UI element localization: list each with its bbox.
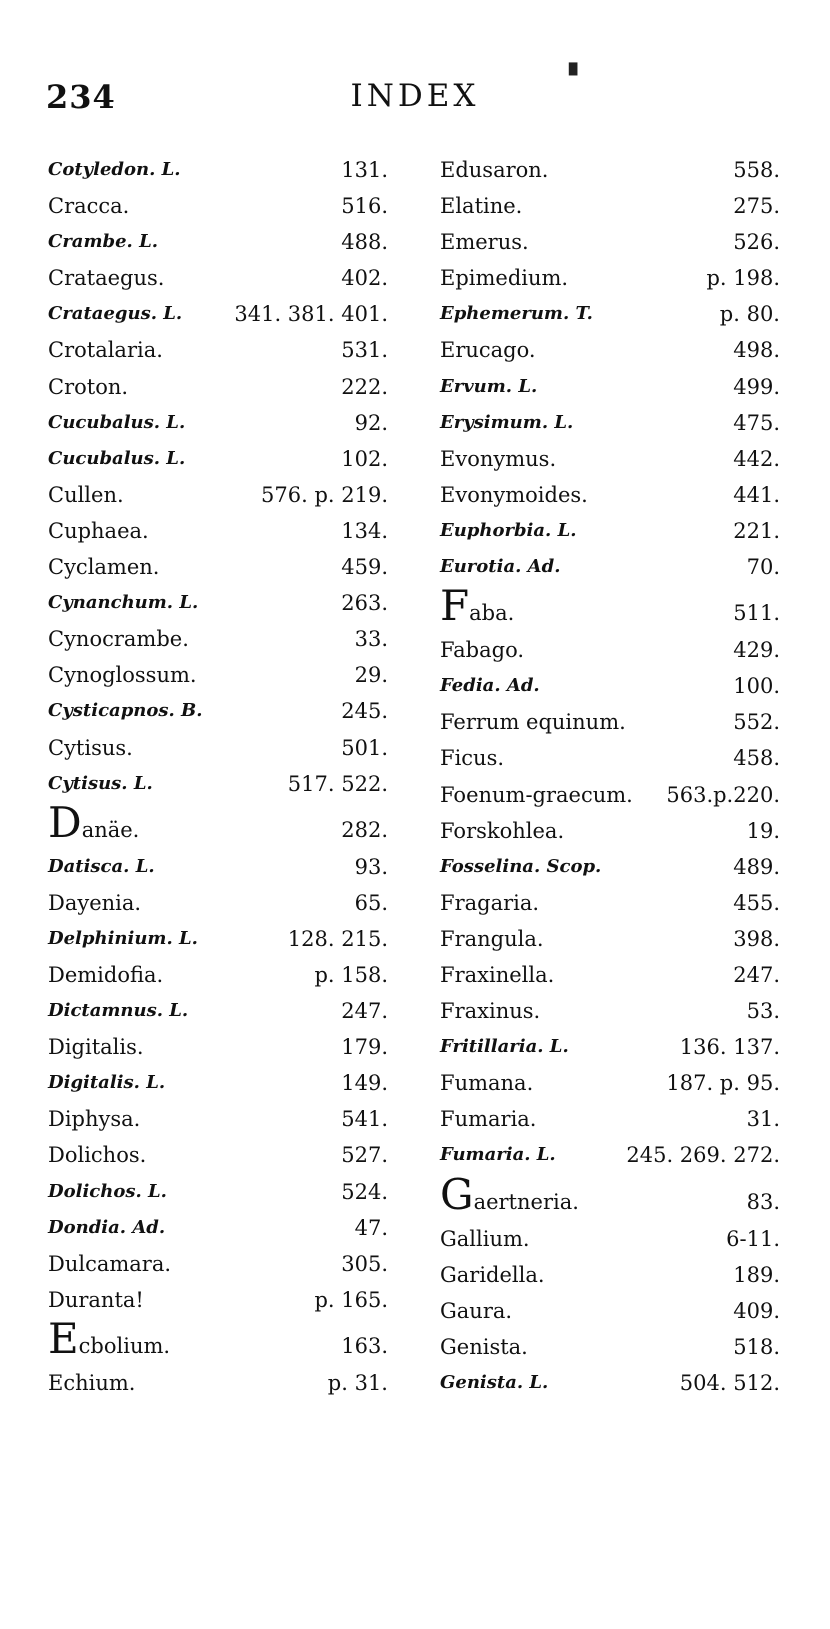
index-entry — [440, 1293, 780, 1329]
index-entry — [440, 477, 780, 513]
entry-page-ref: 179. — [341, 1035, 388, 1060]
entry-page-ref: 498. — [733, 338, 780, 363]
index-entry — [48, 224, 388, 260]
entry-name: Digitalis. L. — [48, 1072, 166, 1094]
index-entry — [48, 1246, 388, 1282]
entry-page-ref: 247. — [341, 999, 388, 1024]
index-entry — [48, 585, 388, 621]
entry-page-ref: 504. 512. — [679, 1370, 780, 1395]
index-entry — [440, 1029, 780, 1065]
entry-page-ref: 31. — [746, 1107, 780, 1132]
index-entry — [440, 1365, 780, 1401]
index-entry — [48, 1029, 388, 1065]
entry-name: Fosselina. Scop. — [440, 855, 602, 877]
entry-name: Diphysa. — [48, 1107, 141, 1132]
index-entry — [48, 549, 388, 585]
index-entry — [440, 704, 780, 740]
entry-name: Digitalis. — [48, 1035, 144, 1060]
index-entry — [440, 849, 780, 885]
entry-name: Ferrum equinum. — [440, 710, 626, 735]
entry-page-ref: 93. — [354, 854, 388, 879]
entry-name-rest: anäe. — [81, 817, 140, 842]
index-entry — [440, 885, 780, 921]
entry-page-ref: 409. — [733, 1298, 780, 1323]
entry-page-ref: 518. — [733, 1334, 780, 1359]
entry-page-ref: 527. — [341, 1143, 388, 1168]
entry-name: Foenum-graecum. — [440, 782, 633, 807]
entry-name: Erysimum. L. — [440, 411, 574, 433]
index-entry — [48, 152, 388, 188]
entry-page-ref: 149. — [341, 1071, 388, 1096]
entry-page-ref: 511. — [733, 601, 780, 626]
index-entry — [440, 740, 780, 776]
entry-name: Fritillaria. L. — [440, 1036, 569, 1058]
entry-page-ref: 441. — [733, 482, 780, 507]
index-entry — [440, 921, 780, 957]
entry-page-ref: 442. — [733, 446, 780, 471]
entry-page-ref: 524. — [341, 1179, 388, 1204]
index-entry — [48, 993, 388, 1029]
index-entry — [48, 369, 388, 405]
index-entry — [440, 260, 780, 296]
entry-page-ref: 455. — [733, 890, 780, 915]
entry-page-ref: 6-11. — [726, 1226, 780, 1251]
entry-name: Genista. — [440, 1334, 528, 1359]
entry-page-ref: p. 198. — [706, 266, 780, 291]
entry-page-ref: 459. — [341, 555, 388, 580]
entry-name-rest: aertneria. — [473, 1189, 579, 1214]
entry-page-ref: 163. — [341, 1333, 388, 1358]
entry-page-ref: 128. 215. — [287, 926, 388, 951]
entry-page-ref: 222. — [341, 374, 388, 399]
entry-name: Dolichos. — [48, 1143, 147, 1168]
index-entry — [48, 766, 388, 802]
index-entry — [440, 581, 780, 632]
index-entry — [48, 188, 388, 224]
page-title: INDEX — [350, 78, 480, 114]
index-entry — [440, 549, 780, 585]
index-entry — [440, 405, 780, 441]
index-entry — [440, 632, 780, 668]
index-entry — [440, 668, 780, 704]
entry-page-ref: 70. — [746, 555, 780, 580]
entry-name: Gaura. — [440, 1298, 513, 1323]
index-entry — [48, 1282, 388, 1318]
entry-name: Dayenia. — [48, 890, 142, 915]
entry-name: Emerus. — [440, 230, 529, 255]
entry-page-ref: 53. — [746, 999, 780, 1024]
entry-name: Evonymoides. — [440, 482, 588, 507]
index-entry — [48, 849, 388, 885]
entry-page-ref: 134. — [341, 518, 388, 543]
entry-page-ref: 552. — [733, 710, 780, 735]
index-entry — [48, 513, 388, 549]
entry-page-ref: 489. — [733, 854, 780, 879]
entry-page-ref: 275. — [733, 194, 780, 219]
index-entry — [48, 296, 388, 332]
entry-name: Fumaria. L. — [440, 1144, 556, 1166]
entry-page-ref: 221. — [733, 518, 780, 543]
entry-name-rest: aba. — [469, 601, 515, 626]
entry-name: Eurotia. Ad. — [440, 556, 561, 578]
entry-page-ref: 19. — [746, 818, 780, 843]
entry-name: Garidella. — [440, 1262, 545, 1287]
entry-page-ref: 100. — [733, 674, 780, 699]
entry-page-ref: 526. — [733, 230, 780, 255]
entry-page-ref: 47. — [354, 1215, 388, 1240]
index-entry — [440, 224, 780, 260]
entry-name: Cynoglossum. — [48, 663, 197, 688]
entry-page-ref: 558. — [733, 158, 780, 182]
index-entry — [440, 188, 780, 224]
entry-page-ref: 517. 522. — [287, 771, 388, 796]
entry-name: Duranta! — [48, 1287, 144, 1312]
index-entry — [440, 813, 780, 849]
entry-name: Evonymus. — [440, 446, 557, 471]
entry-name: Datisca. L. — [48, 855, 155, 877]
entry-page-ref: 29. — [354, 663, 388, 688]
ink-speck: ▘ — [569, 64, 586, 89]
entry-page-ref: p. 165. — [314, 1287, 388, 1312]
entry-name: Gallium. — [440, 1226, 530, 1251]
index-entry — [48, 621, 388, 657]
index-entry — [48, 1313, 388, 1365]
entry-page-ref: 541. — [341, 1107, 388, 1132]
index-entry — [48, 1365, 388, 1401]
entry-name: Fragaria. — [440, 890, 540, 915]
index-entry — [440, 993, 780, 1029]
entry-name: Fraxinella. — [440, 962, 555, 987]
entry-name: Croton. — [48, 374, 129, 399]
entry-page-ref: p. 31. — [327, 1370, 388, 1395]
entry-page-ref: 341. 381. 401. — [234, 302, 388, 327]
index-entry — [48, 405, 388, 441]
entry-name: Cracca. — [48, 194, 130, 219]
entry-page-ref: 33. — [354, 627, 388, 652]
entry-page-ref: 429. — [733, 638, 780, 663]
entry-name: Cytisus. — [48, 735, 133, 760]
index-entry — [48, 441, 388, 477]
index-entry — [440, 1065, 780, 1101]
entry-name: Fabago. — [440, 638, 525, 663]
entry-page-ref: 499. — [733, 374, 780, 399]
entry-page-ref: 187. p. 95. — [666, 1071, 780, 1096]
index-entry — [440, 513, 780, 549]
entry-name: Dulcamara. — [48, 1251, 172, 1276]
index-entry — [48, 657, 388, 693]
entry-name: Ervum. L. — [440, 375, 538, 397]
entry-name: Cyclamen. — [48, 555, 160, 580]
entry-name: Crotalaria. — [48, 338, 163, 363]
entry-name: Delphinium. L. — [48, 927, 198, 949]
entry-name: Demidofia. — [48, 962, 164, 987]
entry-name: Elatine. — [440, 194, 523, 219]
entry-page-ref: 563.p.220. — [666, 782, 780, 807]
index-entry — [440, 777, 780, 813]
entry-name: Crataegus. — [48, 266, 165, 291]
entry-page-ref: p. 80. — [719, 302, 780, 327]
entry-name: Cullen. — [48, 482, 124, 507]
entry-name: Frangula. — [440, 926, 544, 951]
entry-name: Fumaria. — [440, 1107, 537, 1132]
entry-name: Epimedium. — [440, 266, 569, 291]
entry-name: Fraxinus. — [440, 999, 541, 1024]
index-entry — [440, 957, 780, 993]
entry-name: Cytisus. L. — [48, 772, 153, 794]
index-entry — [48, 797, 388, 849]
entry-name: Dondia. Ad. — [48, 1216, 166, 1238]
index-entry — [48, 260, 388, 296]
entry-name: Crambe. L. — [48, 231, 159, 253]
index-entry — [48, 332, 388, 368]
entry-name: Cuphaea. — [48, 518, 149, 543]
entry-name: Cysticapnos. B. — [48, 700, 203, 722]
entry-page-ref: 475. — [733, 410, 780, 435]
entry-page-ref: 65. — [354, 890, 388, 915]
entry-page-ref: 576. p. 219. — [261, 482, 388, 507]
index-column-left — [48, 152, 388, 1401]
entry-page-ref: 263. — [341, 591, 388, 616]
entry-name: Erucago. — [440, 338, 536, 363]
section-initial: G — [440, 1169, 474, 1219]
entry-name: Cynanchum. L. — [48, 592, 199, 614]
entry-page-ref: 305. — [341, 1251, 388, 1276]
index-entry — [440, 1329, 780, 1365]
index-entry — [440, 1257, 780, 1293]
index-entry — [48, 1137, 388, 1173]
index-entry — [440, 1169, 780, 1221]
entry-page-ref: 245. 269. 272. — [626, 1143, 780, 1168]
entry-page-ref: 245. — [341, 699, 388, 724]
index-entry — [440, 332, 780, 368]
index-entry — [48, 1065, 388, 1101]
entry-name: Crataegus. L. — [48, 303, 183, 325]
entry-page-ref: 282. — [341, 817, 388, 842]
entry-name: Dolichos. L. — [48, 1180, 167, 1202]
entry-name: Dictamnus. L. — [48, 1000, 189, 1022]
entry-page-ref: 516. — [341, 194, 388, 219]
index-entry — [440, 1221, 780, 1257]
section-initial: F — [440, 581, 470, 631]
entry-page-ref: 189. — [733, 1262, 780, 1287]
entry-page-ref: 83. — [746, 1189, 780, 1214]
entry-page-ref: 458. — [733, 746, 780, 771]
entry-page-ref: 102. — [341, 446, 388, 471]
entry-name: Ephemerum. T. — [440, 303, 593, 325]
entry-page-ref: 247. — [733, 962, 780, 987]
index-entry — [48, 957, 388, 993]
entry-name: Forskohlea. — [440, 818, 565, 843]
entry-page-ref: p. 158. — [314, 962, 388, 987]
entry-name: Cucubalus. L. — [48, 447, 186, 469]
entry-name: Edusaron. — [440, 158, 549, 182]
entry-name: Euphorbia. L. — [440, 519, 577, 541]
entry-page-ref: 501. — [341, 735, 388, 760]
entry-name: Fumana. — [440, 1071, 534, 1096]
entry-page-ref: 136. 137. — [679, 1035, 780, 1060]
index-entry — [440, 369, 780, 405]
entry-name: Cynocrambe. — [48, 627, 189, 652]
entry-page-ref: 131. — [341, 158, 388, 182]
index-entry — [48, 1210, 388, 1246]
entry-name: Echium. — [48, 1370, 136, 1395]
section-initial: E — [48, 1313, 79, 1363]
index-entry — [440, 1101, 780, 1137]
index-entry — [48, 730, 388, 766]
entry-page-ref: 398. — [733, 926, 780, 951]
index-entry — [440, 296, 780, 332]
entry-name: Fedia. Ad. — [440, 675, 540, 697]
entry-name-rest: cbolium. — [78, 1333, 171, 1358]
index-column-right — [440, 152, 780, 1401]
entry-name: Cotyledon. L. — [48, 159, 181, 180]
index-entry — [440, 1137, 780, 1173]
entry-page-ref: 488. — [341, 230, 388, 255]
index-entry — [48, 921, 388, 957]
section-initial: D — [48, 797, 82, 847]
index-entry — [48, 693, 388, 729]
index-entry — [48, 1101, 388, 1137]
entry-page-ref: 531. — [341, 338, 388, 363]
entry-page-ref: 402. — [341, 266, 388, 291]
index-entry — [48, 477, 388, 513]
index-entry — [48, 885, 388, 921]
entry-name: Cucubalus. L. — [48, 411, 186, 433]
entry-name: Genista. L. — [440, 1371, 549, 1393]
entry-name: Ficus. — [440, 746, 505, 771]
index-entry — [440, 441, 780, 477]
index-entry — [440, 152, 780, 188]
entry-page-ref: 92. — [354, 410, 388, 435]
page-number: 234 — [46, 78, 116, 116]
index-entry — [48, 1174, 388, 1210]
